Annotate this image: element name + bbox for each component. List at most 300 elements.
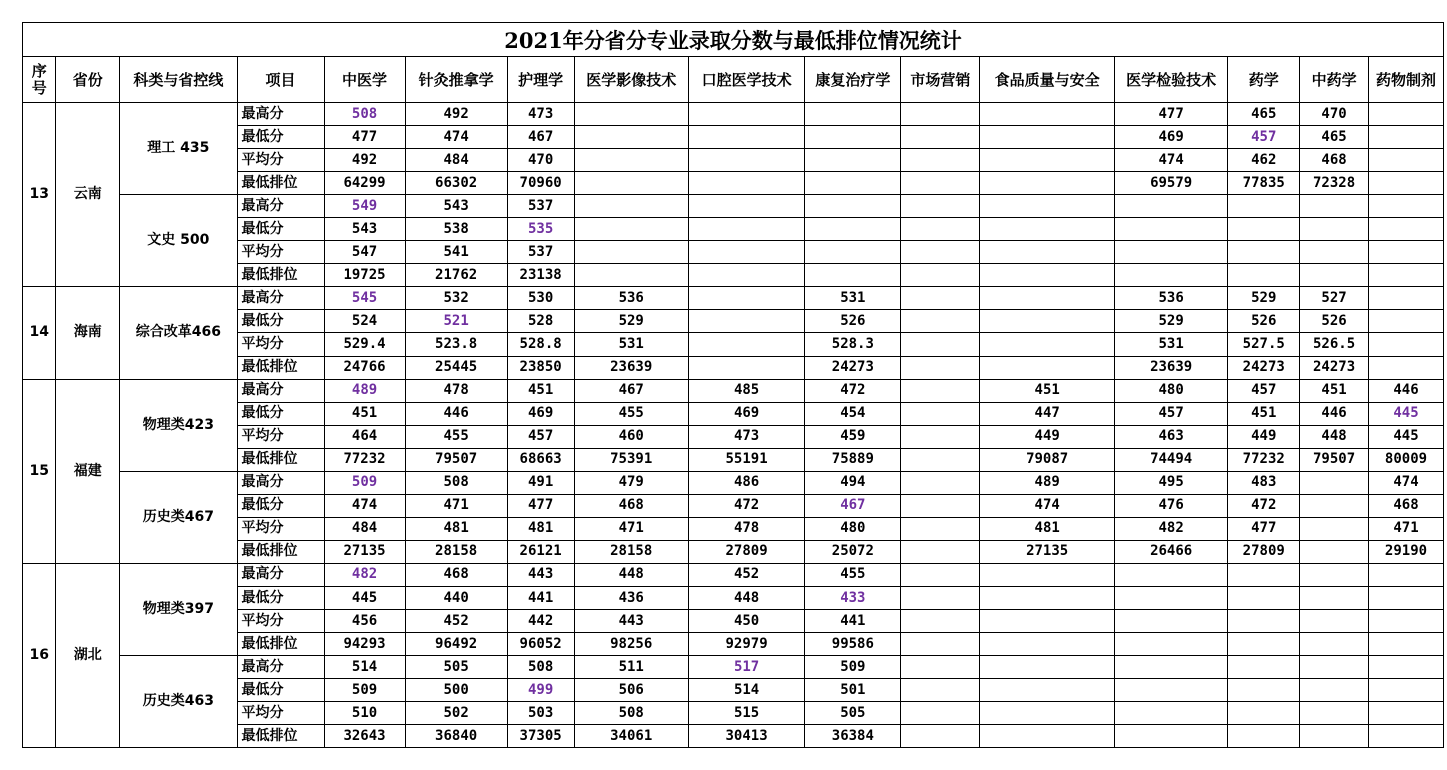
- score-cell[interactable]: [901, 218, 980, 241]
- score-cell[interactable]: 79507: [1300, 448, 1369, 471]
- score-cell[interactable]: 474: [980, 494, 1115, 517]
- score-cell[interactable]: 79507: [405, 448, 507, 471]
- score-cell[interactable]: 436: [574, 586, 688, 609]
- score-cell[interactable]: 459: [805, 425, 901, 448]
- track-cell[interactable]: 综合改革466: [120, 287, 237, 379]
- score-cell[interactable]: 527.5: [1228, 333, 1300, 356]
- score-cell[interactable]: [901, 310, 980, 333]
- score-cell[interactable]: 30413: [688, 725, 804, 748]
- score-cell[interactable]: [1114, 264, 1227, 287]
- score-cell[interactable]: 26121: [507, 540, 574, 563]
- item-cell[interactable]: 最低分: [237, 218, 324, 241]
- score-cell[interactable]: 452: [688, 563, 804, 586]
- seq-cell[interactable]: 13: [23, 103, 56, 287]
- track-cell[interactable]: 历史类463: [120, 656, 237, 748]
- score-cell[interactable]: 23138: [507, 264, 574, 287]
- score-cell[interactable]: [1368, 333, 1443, 356]
- score-cell[interactable]: 491: [507, 471, 574, 494]
- track-cell[interactable]: 理工 435: [120, 103, 237, 195]
- track-cell[interactable]: 物理类397: [120, 563, 237, 655]
- score-cell[interactable]: [980, 356, 1115, 379]
- item-cell[interactable]: 最高分: [237, 656, 324, 679]
- score-cell[interactable]: 524: [324, 310, 405, 333]
- score-cell[interactable]: [901, 333, 980, 356]
- score-cell[interactable]: [1368, 241, 1443, 264]
- score-cell[interactable]: 486: [688, 471, 804, 494]
- score-cell[interactable]: [901, 725, 980, 748]
- score-cell[interactable]: 469: [688, 402, 804, 425]
- score-cell[interactable]: 99586: [805, 633, 901, 656]
- score-cell[interactable]: 446: [405, 402, 507, 425]
- score-cell[interactable]: 489: [324, 379, 405, 402]
- score-cell[interactable]: 454: [805, 402, 901, 425]
- score-cell[interactable]: [1228, 725, 1300, 748]
- column-header[interactable]: 序 号: [23, 57, 56, 103]
- column-header[interactable]: 护理学: [507, 57, 574, 103]
- score-cell[interactable]: 538: [405, 218, 507, 241]
- score-cell[interactable]: [901, 702, 980, 725]
- score-cell[interactable]: 36384: [805, 725, 901, 748]
- score-cell[interactable]: 448: [1300, 425, 1369, 448]
- score-cell[interactable]: [901, 356, 980, 379]
- score-cell[interactable]: [980, 333, 1115, 356]
- score-cell[interactable]: [1114, 725, 1227, 748]
- score-cell[interactable]: 463: [1114, 425, 1227, 448]
- score-cell[interactable]: 478: [405, 379, 507, 402]
- score-cell[interactable]: 55191: [688, 448, 804, 471]
- score-cell[interactable]: 70960: [507, 172, 574, 195]
- column-header[interactable]: 口腔医学技术: [688, 57, 804, 103]
- seq-cell[interactable]: 16: [23, 563, 56, 747]
- column-header[interactable]: 医学检验技术: [1114, 57, 1227, 103]
- item-cell[interactable]: 最低分: [237, 402, 324, 425]
- score-cell[interactable]: [980, 633, 1115, 656]
- score-cell[interactable]: 509: [324, 679, 405, 702]
- score-cell[interactable]: 492: [324, 149, 405, 172]
- score-cell[interactable]: [1368, 264, 1443, 287]
- score-cell[interactable]: 445: [1368, 402, 1443, 425]
- score-cell[interactable]: 470: [1300, 103, 1369, 126]
- score-cell[interactable]: 442: [507, 610, 574, 633]
- score-cell[interactable]: 494: [805, 471, 901, 494]
- score-cell[interactable]: [688, 310, 804, 333]
- score-cell[interactable]: [901, 425, 980, 448]
- item-cell[interactable]: 平均分: [237, 610, 324, 633]
- score-cell[interactable]: [688, 126, 804, 149]
- score-cell[interactable]: [805, 149, 901, 172]
- score-cell[interactable]: [1228, 195, 1300, 218]
- score-cell[interactable]: 72328: [1300, 172, 1369, 195]
- score-cell[interactable]: 470: [507, 149, 574, 172]
- score-cell[interactable]: 474: [1114, 149, 1227, 172]
- score-cell[interactable]: 80009: [1368, 448, 1443, 471]
- score-cell[interactable]: [980, 149, 1115, 172]
- score-cell[interactable]: [688, 356, 804, 379]
- item-cell[interactable]: 最高分: [237, 563, 324, 586]
- score-cell[interactable]: [1368, 218, 1443, 241]
- score-cell[interactable]: [805, 264, 901, 287]
- score-cell[interactable]: [980, 679, 1115, 702]
- score-cell[interactable]: 77232: [324, 448, 405, 471]
- score-cell[interactable]: 433: [805, 586, 901, 609]
- score-cell[interactable]: [901, 494, 980, 517]
- score-cell[interactable]: [1368, 563, 1443, 586]
- score-cell[interactable]: 445: [324, 586, 405, 609]
- score-cell[interactable]: 501: [805, 679, 901, 702]
- score-cell[interactable]: 476: [1114, 494, 1227, 517]
- province-cell[interactable]: 云南: [56, 103, 120, 287]
- score-cell[interactable]: [1300, 610, 1369, 633]
- track-cell[interactable]: 文史 500: [120, 195, 237, 287]
- score-cell[interactable]: 485: [688, 379, 804, 402]
- score-cell[interactable]: [1228, 610, 1300, 633]
- column-header[interactable]: 市场营销: [901, 57, 980, 103]
- score-cell[interactable]: 77232: [1228, 448, 1300, 471]
- score-cell[interactable]: [574, 264, 688, 287]
- score-cell[interactable]: [901, 540, 980, 563]
- score-cell[interactable]: [1368, 287, 1443, 310]
- item-cell[interactable]: 最低分: [237, 494, 324, 517]
- score-cell[interactable]: 514: [688, 679, 804, 702]
- score-cell[interactable]: [688, 172, 804, 195]
- score-cell[interactable]: 443: [574, 610, 688, 633]
- score-cell[interactable]: 74494: [1114, 448, 1227, 471]
- score-cell[interactable]: 531: [574, 333, 688, 356]
- score-cell[interactable]: 24273: [1228, 356, 1300, 379]
- score-cell[interactable]: [1368, 610, 1443, 633]
- score-cell[interactable]: [901, 241, 980, 264]
- score-cell[interactable]: [1368, 586, 1443, 609]
- score-cell[interactable]: 468: [574, 494, 688, 517]
- score-cell[interactable]: [805, 172, 901, 195]
- column-header[interactable]: 食品质量与安全: [980, 57, 1115, 103]
- score-cell[interactable]: 27809: [1228, 540, 1300, 563]
- score-cell[interactable]: 471: [574, 517, 688, 540]
- score-cell[interactable]: [574, 241, 688, 264]
- score-cell[interactable]: 24273: [1300, 356, 1369, 379]
- score-cell[interactable]: 482: [1114, 517, 1227, 540]
- score-cell[interactable]: [1368, 633, 1443, 656]
- score-cell[interactable]: 543: [405, 195, 507, 218]
- score-cell[interactable]: [1300, 656, 1369, 679]
- score-cell[interactable]: 523.8: [405, 333, 507, 356]
- item-cell[interactable]: 平均分: [237, 333, 324, 356]
- score-cell[interactable]: [1114, 679, 1227, 702]
- score-cell[interactable]: 506: [574, 679, 688, 702]
- score-cell[interactable]: 478: [688, 517, 804, 540]
- score-cell[interactable]: [1368, 725, 1443, 748]
- score-cell[interactable]: [1300, 563, 1369, 586]
- score-cell[interactable]: 469: [1114, 126, 1227, 149]
- column-header[interactable]: 科类与省控线: [120, 57, 237, 103]
- score-cell[interactable]: 445: [1368, 425, 1443, 448]
- score-cell[interactable]: [980, 610, 1115, 633]
- score-cell[interactable]: 36840: [405, 725, 507, 748]
- score-cell[interactable]: [1114, 586, 1227, 609]
- item-cell[interactable]: 最低排位: [237, 448, 324, 471]
- item-cell[interactable]: 平均分: [237, 241, 324, 264]
- item-cell[interactable]: 最高分: [237, 103, 324, 126]
- score-cell[interactable]: [901, 149, 980, 172]
- score-cell[interactable]: 500: [405, 679, 507, 702]
- score-cell[interactable]: 473: [507, 103, 574, 126]
- score-cell[interactable]: 29190: [1368, 540, 1443, 563]
- item-cell[interactable]: 平均分: [237, 425, 324, 448]
- score-cell[interactable]: 508: [574, 702, 688, 725]
- score-cell[interactable]: 528: [507, 310, 574, 333]
- score-cell[interactable]: 449: [1228, 425, 1300, 448]
- track-cell[interactable]: 物理类423: [120, 379, 237, 471]
- score-cell[interactable]: 465: [1300, 126, 1369, 149]
- score-cell[interactable]: [805, 218, 901, 241]
- score-cell[interactable]: 477: [1228, 517, 1300, 540]
- score-cell[interactable]: [1368, 103, 1443, 126]
- item-cell[interactable]: 最低分: [237, 310, 324, 333]
- score-cell[interactable]: 451: [1228, 402, 1300, 425]
- score-cell[interactable]: [574, 218, 688, 241]
- score-cell[interactable]: 489: [980, 471, 1115, 494]
- item-cell[interactable]: 最低排位: [237, 633, 324, 656]
- score-cell[interactable]: 456: [324, 610, 405, 633]
- score-cell[interactable]: 452: [405, 610, 507, 633]
- score-cell[interactable]: 536: [574, 287, 688, 310]
- item-cell[interactable]: 最低分: [237, 126, 324, 149]
- score-cell[interactable]: [688, 218, 804, 241]
- score-cell[interactable]: [1114, 218, 1227, 241]
- score-cell[interactable]: 28158: [405, 540, 507, 563]
- score-cell[interactable]: [688, 149, 804, 172]
- score-cell[interactable]: 547: [324, 241, 405, 264]
- score-cell[interactable]: [1300, 586, 1369, 609]
- score-cell[interactable]: [1368, 172, 1443, 195]
- score-cell[interactable]: [688, 241, 804, 264]
- score-cell[interactable]: [901, 402, 980, 425]
- score-cell[interactable]: 530: [507, 287, 574, 310]
- score-cell[interactable]: 446: [1300, 402, 1369, 425]
- score-cell[interactable]: [688, 195, 804, 218]
- score-cell[interactable]: [805, 103, 901, 126]
- score-cell[interactable]: 450: [688, 610, 804, 633]
- score-cell[interactable]: 510: [324, 702, 405, 725]
- score-cell[interactable]: 529: [1228, 287, 1300, 310]
- score-cell[interactable]: 27135: [980, 540, 1115, 563]
- column-header[interactable]: 针灸推拿学: [405, 57, 507, 103]
- score-cell[interactable]: [1300, 195, 1369, 218]
- score-cell[interactable]: [1114, 563, 1227, 586]
- score-cell[interactable]: 467: [574, 379, 688, 402]
- score-cell[interactable]: 509: [324, 471, 405, 494]
- item-cell[interactable]: 平均分: [237, 702, 324, 725]
- score-cell[interactable]: [980, 103, 1115, 126]
- score-cell[interactable]: [980, 563, 1115, 586]
- score-cell[interactable]: [1228, 563, 1300, 586]
- score-cell[interactable]: [980, 310, 1115, 333]
- score-cell[interactable]: 495: [1114, 471, 1227, 494]
- score-cell[interactable]: [1228, 679, 1300, 702]
- score-cell[interactable]: 96492: [405, 633, 507, 656]
- score-cell[interactable]: 19725: [324, 264, 405, 287]
- score-cell[interactable]: 526: [1300, 310, 1369, 333]
- score-cell[interactable]: [1228, 264, 1300, 287]
- score-cell[interactable]: 502: [405, 702, 507, 725]
- score-cell[interactable]: [901, 172, 980, 195]
- score-cell[interactable]: [980, 702, 1115, 725]
- score-cell[interactable]: 508: [507, 656, 574, 679]
- score-cell[interactable]: 479: [574, 471, 688, 494]
- score-cell[interactable]: 79087: [980, 448, 1115, 471]
- score-cell[interactable]: 441: [507, 586, 574, 609]
- column-header[interactable]: 药学: [1228, 57, 1300, 103]
- score-cell[interactable]: [901, 471, 980, 494]
- score-cell[interactable]: 75391: [574, 448, 688, 471]
- score-cell[interactable]: 508: [324, 103, 405, 126]
- column-header[interactable]: 中医学: [324, 57, 405, 103]
- score-cell[interactable]: 25072: [805, 540, 901, 563]
- score-cell[interactable]: 455: [405, 425, 507, 448]
- score-cell[interactable]: 521: [405, 310, 507, 333]
- score-cell[interactable]: [980, 218, 1115, 241]
- score-cell[interactable]: [1368, 656, 1443, 679]
- score-cell[interactable]: 455: [574, 402, 688, 425]
- score-cell[interactable]: 529: [574, 310, 688, 333]
- score-cell[interactable]: [574, 149, 688, 172]
- score-cell[interactable]: 537: [507, 241, 574, 264]
- score-cell[interactable]: [1300, 471, 1369, 494]
- score-cell[interactable]: [1368, 310, 1443, 333]
- score-cell[interactable]: 446: [1368, 379, 1443, 402]
- score-cell[interactable]: [980, 172, 1115, 195]
- score-cell[interactable]: 543: [324, 218, 405, 241]
- column-header[interactable]: 医学影像技术: [574, 57, 688, 103]
- column-header[interactable]: 省份: [56, 57, 120, 103]
- score-cell[interactable]: 447: [980, 402, 1115, 425]
- score-cell[interactable]: 92979: [688, 633, 804, 656]
- score-cell[interactable]: [901, 195, 980, 218]
- score-cell[interactable]: 503: [507, 702, 574, 725]
- score-cell[interactable]: 483: [1228, 471, 1300, 494]
- score-cell[interactable]: [1300, 494, 1369, 517]
- score-cell[interactable]: 508: [405, 471, 507, 494]
- score-cell[interactable]: 505: [405, 656, 507, 679]
- item-cell[interactable]: 最低排位: [237, 356, 324, 379]
- score-cell[interactable]: 480: [805, 517, 901, 540]
- score-cell[interactable]: 32643: [324, 725, 405, 748]
- score-cell[interactable]: [1228, 218, 1300, 241]
- score-cell[interactable]: 474: [324, 494, 405, 517]
- score-cell[interactable]: 469: [507, 402, 574, 425]
- score-cell[interactable]: 492: [405, 103, 507, 126]
- score-cell[interactable]: [901, 126, 980, 149]
- score-cell[interactable]: [901, 379, 980, 402]
- score-cell[interactable]: 457: [1114, 402, 1227, 425]
- score-cell[interactable]: [1300, 540, 1369, 563]
- score-cell[interactable]: [901, 264, 980, 287]
- score-cell[interactable]: 545: [324, 287, 405, 310]
- score-cell[interactable]: 462: [1228, 149, 1300, 172]
- score-cell[interactable]: [1300, 218, 1369, 241]
- score-cell[interactable]: [1368, 356, 1443, 379]
- score-cell[interactable]: [980, 241, 1115, 264]
- score-cell[interactable]: 531: [1114, 333, 1227, 356]
- score-cell[interactable]: 23639: [1114, 356, 1227, 379]
- score-cell[interactable]: 477: [324, 126, 405, 149]
- score-cell[interactable]: 511: [574, 656, 688, 679]
- score-cell[interactable]: 482: [324, 563, 405, 586]
- score-cell[interactable]: [1300, 725, 1369, 748]
- score-cell[interactable]: 23639: [574, 356, 688, 379]
- score-cell[interactable]: [901, 103, 980, 126]
- score-cell[interactable]: 455: [805, 563, 901, 586]
- score-cell[interactable]: 457: [507, 425, 574, 448]
- score-cell[interactable]: [901, 448, 980, 471]
- item-cell[interactable]: 平均分: [237, 517, 324, 540]
- score-cell[interactable]: [1114, 610, 1227, 633]
- score-cell[interactable]: 467: [805, 494, 901, 517]
- score-cell[interactable]: 535: [507, 218, 574, 241]
- score-cell[interactable]: 499: [507, 679, 574, 702]
- score-cell[interactable]: [901, 633, 980, 656]
- score-cell[interactable]: 448: [574, 563, 688, 586]
- score-cell[interactable]: 528.8: [507, 333, 574, 356]
- score-cell[interactable]: [1300, 264, 1369, 287]
- score-cell[interactable]: 526: [1228, 310, 1300, 333]
- score-cell[interactable]: 66302: [405, 172, 507, 195]
- score-cell[interactable]: [805, 126, 901, 149]
- score-cell[interactable]: 541: [405, 241, 507, 264]
- track-cell[interactable]: 历史类467: [120, 471, 237, 563]
- score-cell[interactable]: [1368, 126, 1443, 149]
- score-cell[interactable]: 464: [324, 425, 405, 448]
- score-cell[interactable]: 98256: [574, 633, 688, 656]
- score-cell[interactable]: [574, 195, 688, 218]
- item-cell[interactable]: 最低排位: [237, 725, 324, 748]
- score-cell[interactable]: 472: [688, 494, 804, 517]
- score-cell[interactable]: [1300, 241, 1369, 264]
- score-cell[interactable]: 440: [405, 586, 507, 609]
- score-cell[interactable]: [1368, 149, 1443, 172]
- score-cell[interactable]: [980, 725, 1115, 748]
- score-cell[interactable]: 451: [507, 379, 574, 402]
- score-cell[interactable]: [980, 586, 1115, 609]
- item-cell[interactable]: 最高分: [237, 195, 324, 218]
- score-cell[interactable]: 468: [405, 563, 507, 586]
- score-cell[interactable]: 481: [405, 517, 507, 540]
- column-header[interactable]: 药物制剂: [1368, 57, 1443, 103]
- score-cell[interactable]: 471: [405, 494, 507, 517]
- score-cell[interactable]: [901, 610, 980, 633]
- score-cell[interactable]: 23850: [507, 356, 574, 379]
- score-cell[interactable]: 68663: [507, 448, 574, 471]
- score-cell[interactable]: 451: [1300, 379, 1369, 402]
- score-cell[interactable]: 451: [980, 379, 1115, 402]
- score-cell[interactable]: 473: [688, 425, 804, 448]
- score-cell[interactable]: 460: [574, 425, 688, 448]
- score-cell[interactable]: 27135: [324, 540, 405, 563]
- score-cell[interactable]: 24766: [324, 356, 405, 379]
- score-cell[interactable]: 481: [980, 517, 1115, 540]
- score-cell[interactable]: 441: [805, 610, 901, 633]
- score-cell[interactable]: 96052: [507, 633, 574, 656]
- score-cell[interactable]: 472: [1228, 494, 1300, 517]
- score-cell[interactable]: [574, 172, 688, 195]
- score-cell[interactable]: 484: [405, 149, 507, 172]
- score-cell[interactable]: [1228, 241, 1300, 264]
- score-cell[interactable]: 468: [1300, 149, 1369, 172]
- score-cell[interactable]: 474: [1368, 471, 1443, 494]
- score-cell[interactable]: [1114, 195, 1227, 218]
- score-cell[interactable]: [1300, 517, 1369, 540]
- score-cell[interactable]: 27809: [688, 540, 804, 563]
